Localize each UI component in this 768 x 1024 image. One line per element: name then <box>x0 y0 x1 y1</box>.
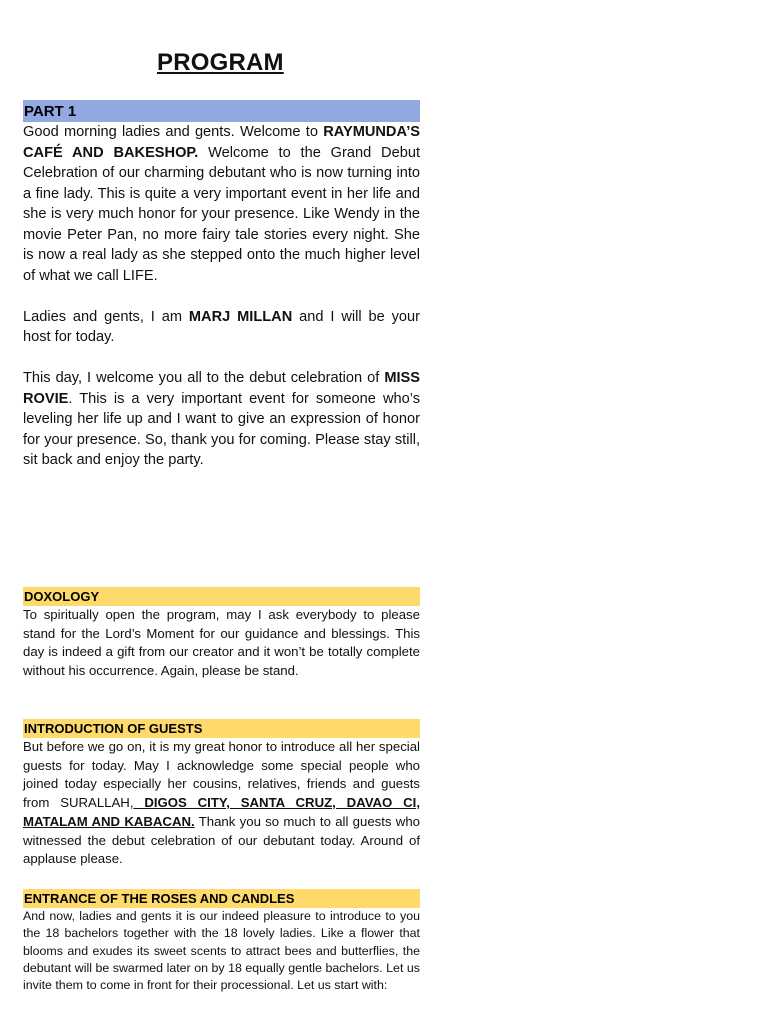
guests-text-cont: Thank you so much to all guests who witnessed the debut celebration of our debutant today. Around of applause please. <box>23 813 420 867</box>
doxology-section <box>23 587 420 681</box>
doxology-paragraph: To spiritually open the program, may I ask everybody to please stand for the Lord’s Moment for our guidance and blessings. This day is indeed a gift from our creator and it won’t be totally complete without his occurrence. Again, please be stand. <box>23 607 420 679</box>
welcome-text-cont: Welcome to the Grand Debut Celebration of our charming debutant who is now turning into a fine lady. This is quite a very important event in her life and she is very much honor for your presence. Like Wendy in the movie Peter Pan, no more fairy tale stories every night. She is now a real lady as she stepped onto the much higher level of what we call LIFE. <box>23 144 420 284</box>
debutant-name: MISS ROVIE <box>23 370 420 407</box>
debutant-paragraph <box>23 368 420 471</box>
guests-heading: INTRODUCTION OF GUESTS <box>23 719 420 738</box>
welcome-paragraph <box>23 122 420 286</box>
doxology-heading: DOXOLOGY <box>23 587 420 606</box>
roses-paragraph: And now, ladies and gents it is our indeed pleasure to introduce to you the 18 bachelors together with the 18 lovely ladies. Like a flower that blooms and exudes its sweet scents to attract bees and butterflies, the debutant will be swarmed later on by 18 equally gentle bachelors. Let us invite them to come in front for their processional. Let us start with: <box>23 909 420 993</box>
debutant-text: This day, I welcome you all to the debut celebration of <box>23 370 385 386</box>
guests-text: But before we go on, it is my great honor to introduce all her special guests for today. May I acknowledge some special people who joined today especially her cousins, relatives, friends and guests from SURALLAH, <box>23 739 420 811</box>
debutant-text-cont: . This is a very important event for someone who’s leveling her life up and I want to give an expression of honor for your presence. So, thank you for coming. Please stay still, sit back and enjoy the party. <box>23 390 420 468</box>
guest-places: DIGOS CITY, SANTA CRUZ, DAVAO CI, MATALAM AND KABACAN. <box>23 795 420 829</box>
roses-heading: ENTRANCE OF THE ROSES AND CANDLES <box>23 889 420 908</box>
host-name: MARJ MILLAN <box>188 308 293 325</box>
venue-name: RAYMUNDA’S CAFÉ AND BAKESHOP. <box>23 124 420 161</box>
host-text: Ladies and gents, I am <box>23 308 189 325</box>
welcome-text: Good morning ladies and gents. Welcome to <box>23 124 324 140</box>
guests-section <box>23 719 420 869</box>
part1-section <box>23 100 420 471</box>
host-paragraph <box>23 307 420 348</box>
host-text-cont: and I will be your host for today. <box>23 308 420 345</box>
page-title: PROGRAM <box>157 49 284 76</box>
guests-paragraph <box>23 738 420 869</box>
roses-section <box>23 889 420 994</box>
part1-heading: PART 1 <box>23 100 420 122</box>
